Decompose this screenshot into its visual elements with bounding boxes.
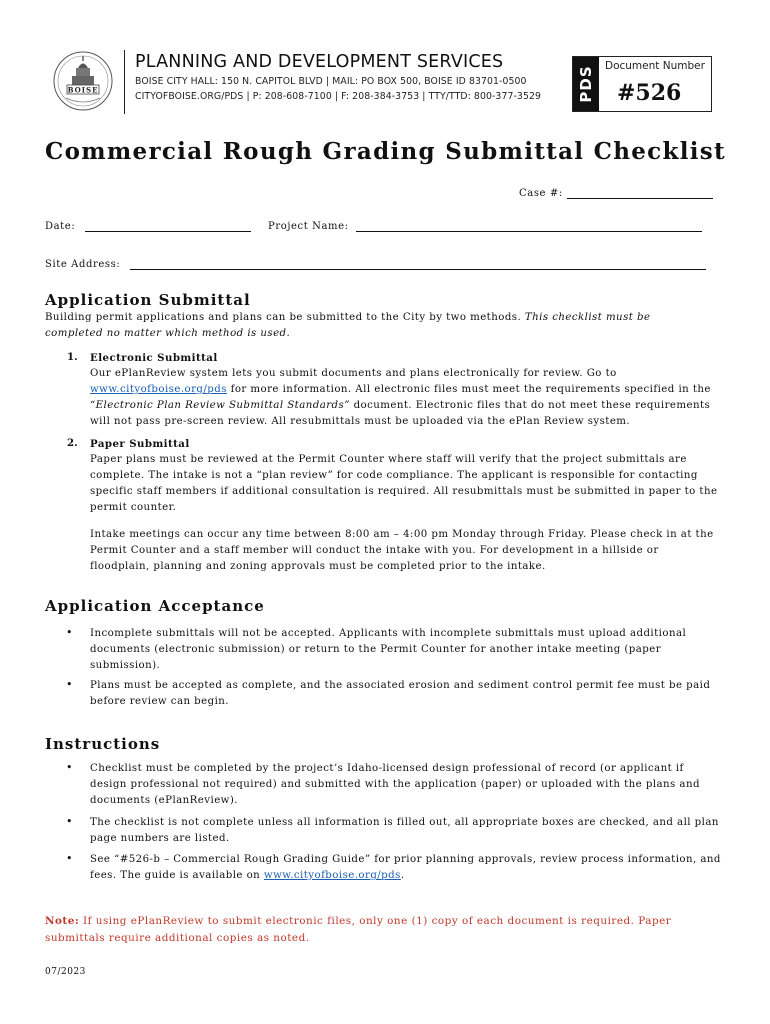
bullet-marker: • <box>66 626 73 639</box>
case-number-field[interactable] <box>519 188 713 199</box>
note-paragraph <box>45 913 725 947</box>
electronic-submittal-title: Electronic Submittal <box>90 352 218 364</box>
instructions-bullet-3: See “#526-b – Commercial Rough Grading Guide” for prior planning approvals, review process information, and fees. The guide is available on www.cityofboise.org/pds. <box>90 854 721 881</box>
note-text: If using ePlanReview to submit electronic files, only one (1) copy of each document is required. Paper submittals require additional copies as noted. <box>45 915 672 944</box>
date-input-line[interactable] <box>85 221 251 232</box>
application-acceptance-heading: Application Acceptance <box>45 597 265 615</box>
acceptance-bullet-1: Incomplete submittals will not be accepted. Applicants with incomplete submittals must upload additional documents (electronic submission) or return to the Permit Counter for another intake meeting (paper submission). <box>90 628 687 671</box>
application-submittal-heading: Application Submittal <box>45 291 251 309</box>
address-line: BOISE CITY HALL: 150 N. CAPITOL BLVD | MAIL: PO BOX 500, BOISE ID 83701-0500 <box>135 76 527 87</box>
eplan-standards-title: “Electronic Plan Review Submittal Standards” <box>90 400 350 411</box>
bullet-marker: • <box>66 815 73 828</box>
revision-date: 07/2023 <box>45 967 86 977</box>
instructions-heading: Instructions <box>45 735 161 753</box>
document-number-label: Document Number <box>605 60 705 72</box>
application-submittal-intro: Building permit applications and plans can be submitted to the City by two methods. This checklist must be completed no matter which method is used. <box>45 312 651 339</box>
item-number-2: 2. <box>67 437 78 449</box>
boise-city-seal-logo <box>52 50 114 112</box>
project-name-label: Project Name: <box>268 221 349 232</box>
logo-text: BOISE <box>67 85 99 95</box>
bullet-marker: • <box>66 678 73 691</box>
item-number-1: 1. <box>67 351 78 363</box>
bullet-marker: • <box>66 852 73 865</box>
page-title: Commercial Rough Grading Submittal Checklist <box>45 138 726 165</box>
project-name-input-line[interactable] <box>356 221 702 232</box>
agency-name: PLANNING AND DEVELOPMENT SERVICES <box>135 52 504 72</box>
intro-italic-note: This checklist must be completed no matter which method is used. <box>45 312 651 339</box>
agency-block <box>135 52 541 102</box>
acceptance-bullet-2: Plans must be accepted as complete, and the associated erosion and sediment control permit fee must be paid before review can begin. <box>90 680 711 707</box>
paper-submittal-text: Paper plans must be reviewed at the Permit Counter where staff will verify that the project submittals are complete. The intake is not a “plan review” for code compliance. The applicant is responsible for contacting specific staff members if additional consultation is required. All resubmittals must be submitted in paper to the permit counter. <box>90 454 718 513</box>
instructions-bullet-2: The checklist is not complete unless all information is filled out, all appropriate boxes are checked, and all plan page numbers are listed. <box>90 817 719 844</box>
document-number: #526 <box>617 80 682 106</box>
note-label: Note: <box>45 915 80 927</box>
document-number-box <box>572 56 712 112</box>
site-address-field[interactable] <box>45 259 706 270</box>
contact-line: CITYOFBOISE.ORG/PDS | P: 208-608-7100 | F: 208-384-3753 | TTY/TTD: 800-377-3529 <box>135 91 541 102</box>
site-address-label: Site Address: <box>45 259 121 270</box>
pds-website-link[interactable]: www.cityofboise.org/pds <box>90 384 227 395</box>
project-name-field[interactable] <box>268 221 702 232</box>
paper-submittal-item <box>90 436 722 575</box>
paper-submittal-title: Paper Submittal <box>90 438 190 450</box>
electronic-submittal-item: Electronic Submittal Our ePlanReview system lets you submit documents and plans electronically for review. Go to www.cityofboise.org/pds for more information. All electronic files must meet the requirements specified in the “Electronic Plan Review Submittal Standards” document. Electronic files that do not meet these requirements will not pass pre-screen review. All resubmittals must be uploaded via the ePlan Review system. <box>90 350 722 430</box>
case-input-line[interactable] <box>567 188 713 199</box>
pds-badge: PDS <box>573 57 599 111</box>
site-address-input-line[interactable] <box>130 259 706 270</box>
date-field[interactable] <box>45 221 251 232</box>
case-label: Case #: <box>519 188 563 199</box>
pds-guide-link[interactable]: www.cityofboise.org/pds <box>263 870 401 881</box>
header-divider <box>124 50 125 114</box>
intake-meetings-text: Intake meetings can occur any time between 8:00 am – 4:00 pm Monday through Friday. Please check in at the Permit Counter and a staff member will conduct the intake with you. For development in a hillside or floodplain, planning and zoning approvals must be completed prior to the intake. <box>90 529 714 572</box>
bullet-marker: • <box>66 761 73 774</box>
instructions-bullet-1: Checklist must be completed by the project’s Idaho-licensed design professional of record (or applicant if design professional not required) and submitted with the application (paper) or uploaded with the plans and documents (ePlanReview). <box>90 763 700 806</box>
date-label: Date: <box>45 221 76 232</box>
